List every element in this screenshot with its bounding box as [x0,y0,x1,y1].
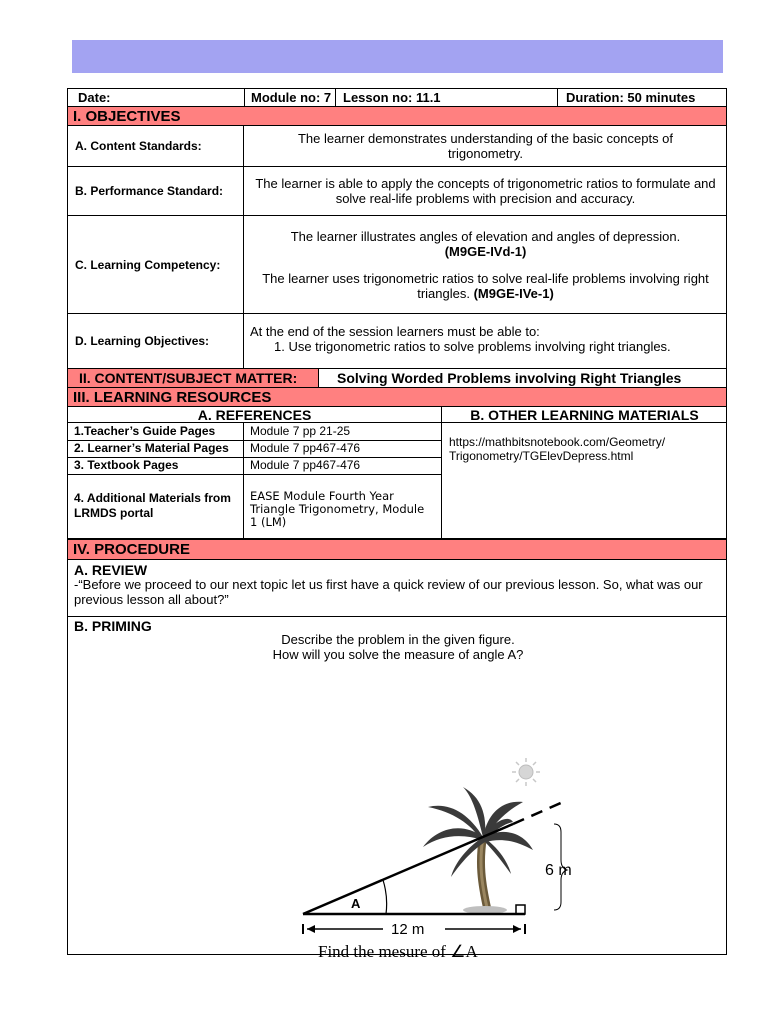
header-row [68,89,726,107]
competency-code-2: (M9GE-IVe-1) [473,285,554,301]
duration-label: Duration: 50 minutes [557,89,727,106]
reference-row [68,423,441,441]
lesson-label: Lesson no: 11.1 [335,89,557,106]
priming-section [68,617,726,961]
reference-value: Module 7 pp 21-25 [243,423,442,440]
additional-materials-label: 4. Additional Materials from LRMDS portal [74,491,231,520]
priming-line-1: Describe the problem in the given figure. [281,632,515,647]
lesson-plan-table [67,88,727,961]
additional-materials-value: EASE Module Fourth Year Triangle Trigonometry, Module 1 (LM) [243,474,435,538]
module-label: Module no: 7 [244,89,335,106]
angle-label: A [351,896,361,911]
url-line-1: https://mathbitsnotebook.com/Geometry/ [449,435,666,449]
sun-icon [512,758,540,786]
sight-line-extension [513,802,563,824]
learning-objectives-intro: At the end of the session learners must be able to: [250,324,540,339]
reference-label: 3. Textbook Pages [74,458,179,472]
other-materials-title: B. OTHER LEARNING MATERIALS [441,407,727,422]
learning-objectives-row [68,314,726,369]
date-label: Date: [78,90,111,105]
performance-standard-label: B. Performance Standard: [75,184,224,198]
triangle-figure [223,752,572,962]
references-title: A. REFERENCES [197,407,312,423]
objectives-title: I. OBJECTIVES [73,107,181,125]
url-line-2: Trigonometry/TGElevDepress.html [449,449,634,463]
content-standards-row [68,126,726,167]
priming-line-2: How will you solve the measure of angle A? [272,647,524,662]
priming-instructions [68,632,728,662]
reference-row [68,457,441,475]
content-standards-label: A. Content Standards: [75,139,202,153]
references-block [68,423,726,539]
competency-text-1: The learner illustrates angles of elevation and angles of depression. [290,228,681,244]
competency-text-2: The learner uses trigonometric ratios to solve real-life problems involving right triangles. [262,270,709,301]
column-divider [441,407,442,538]
angle-arc [383,880,387,914]
header-banner [72,40,723,73]
resources-subheader [68,407,726,423]
reference-value: Module 7 pp467-476 [243,457,442,474]
review-row [68,560,726,617]
priming-title: B. PRIMING [74,618,152,634]
reference-label: 2. Learner’s Material Pages [74,441,229,455]
objectives-header [68,107,726,126]
base-length-label: 12 m [391,921,425,938]
reference-label: 1.Teacher’s Guide Pages [74,424,216,438]
learning-competency-label: C. Learning Competency: [75,257,221,272]
performance-standard-row [68,167,726,216]
procedure-header [68,539,726,560]
reference-row [68,440,441,458]
content-row [68,369,726,388]
figure-caption: Find the mesure of ∠A [318,942,478,961]
learning-objectives-content [243,314,727,368]
learning-objectives-label: D. Learning Objectives: [75,334,210,348]
procedure-title: IV. PROCEDURE [73,541,190,558]
learning-competency-content [243,216,727,313]
resources-header [68,388,726,407]
reference-value: Module 7 pp467-476 [243,440,442,457]
review-text: -“Before we proceed to our next topic let us first have a quick review of our previous lesson. So, what was our previous lesson all about?” [74,577,703,607]
height-label: 6 m [545,862,572,879]
learning-competency-row [68,216,726,314]
review-title: A. REVIEW [74,562,148,578]
other-materials-link[interactable] [449,435,665,463]
right-angle-mark [516,905,525,914]
content-value: Solving Worded Problems involving Right Triangles [318,369,727,387]
additional-materials-row [68,474,441,538]
competency-code-1: (M9GE-IVd-1) [444,243,527,259]
learning-objectives-item: 1. Use trigonometric ratios to solve problems involving right triangles. [274,339,671,354]
palm-tree-icon [423,787,533,914]
performance-standard-text: The learner is able to apply the concepts of trigonometric ratios to formulate and solve real-life problems with precision and accuracy. [243,167,727,215]
content-standards-text: The learner demonstrates understanding of the basic concepts of trigonometry. [243,126,727,166]
resources-title: III. LEARNING RESOURCES [73,388,272,406]
content-label: II. CONTENT/SUBJECT MATTER: [68,369,318,387]
